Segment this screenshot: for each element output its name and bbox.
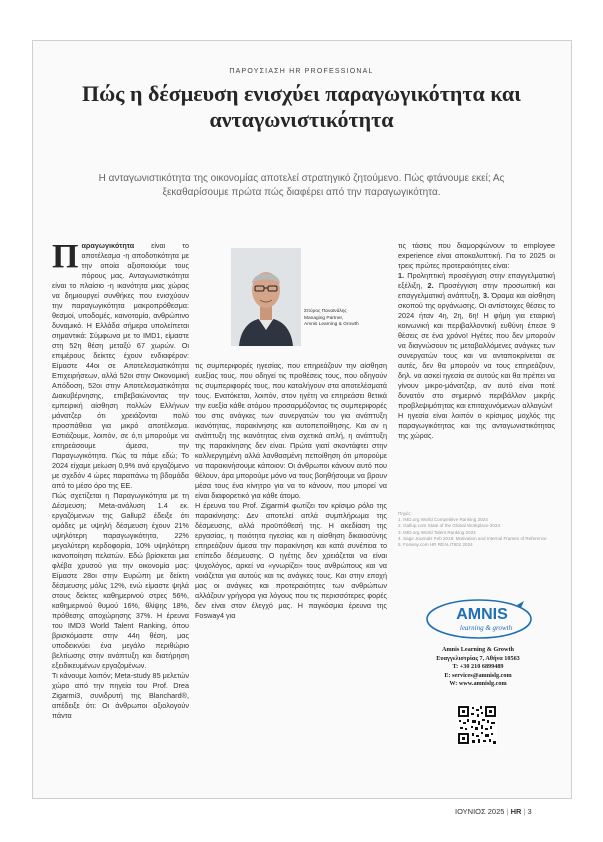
company-phone: T: +30 210 6899489 (452, 663, 504, 671)
drop-cap: Π (52, 238, 79, 275)
footer-divider: | (506, 807, 509, 816)
qr-code (457, 705, 497, 745)
person-name: Σπύρος Παναϊνάλης (304, 309, 347, 314)
paragraph-2: Πώς σχετίζεται η Παραγωγικότητα με τη Δέσμευση; Meta-ανάλυση 1.4 εκ. εργαζόμενων της Gallup2 έδειξε ότι ομάδες με υψηλή δέσμευση έχουν 21% υψηλότερη παραγωγικότητα, 22% μεγαλύτερη κερδοφορία, 10% υψηλότερη ικανοποίηση πελατών. Εδώ βρίσκεται μια φλέβα χρυσού για την οικονομία μας: Είμαστε 28οι στην Ευρώπη με δείκτη δέσμευσης μόλις 12%, ενώ είμαστε ψηλά στους δείκτες καθημερινού στρες 56%, καθημερινού θυμού 16%, θλίψης 18%, πρόθεσης αποχώρησης 37%. Η έρευνα του IMD3 World Talent Ranking, όπου βρισκόμαστε στην 44η θέση, μας υποδεικνύει ένα μεγάλο περιθώριο βελτίωσης στην ανάπτυξη και διατήρηση εξειδικευμένων εργαζομένων. (52, 491, 189, 670)
source-item: 5. Fosway.com HR REALITIES 2024 (398, 542, 473, 548)
qr-code-graphic (457, 705, 497, 745)
person-role: Managing Partner, (304, 315, 344, 321)
sources-list (398, 511, 558, 548)
sources-heading: Πηγές: (398, 511, 412, 516)
portrait-illustration (231, 248, 301, 346)
paragraph-7: Η ηγεσία είναι λοιπόν ο κρίσιμος μοχλός της παραγωγικότητας και της ανταγωνιστικότητας της χώρας. (398, 411, 555, 440)
article-title: Πώς η δέσμευση ενισχύει παραγωγικότητα και ανταγωνιστικότητα (81, 81, 521, 132)
company-contact (398, 646, 558, 689)
item-number-1: 1. (398, 271, 405, 280)
article-lead: Η ανταγωνιστικότητα της οικονομίας αποτελεί στρατηγικό ζητούμενο. Πώς φτάνουμε εκεί; Ας ξεκαθαρίσουμε πρώτα πώς διαφέρει από την παραγωγικότητα. (98, 173, 505, 198)
item-number-3: 3. (483, 291, 490, 300)
photo-caption (304, 309, 396, 329)
source-item: 4. Sage Journals Feb 2018: Motivation and Internal Frames of Reference (398, 535, 547, 541)
company-address: Ευαγγελιστρίας 7, Αθήνα 10563 (436, 654, 520, 662)
article-column-3 (398, 241, 555, 441)
paragraph-4: τις συμπεριφορές ηγεσίας, που επηρεάζουν την αίσθηση ευεξίας τους, που οδηγεί τις προθέσεις τους, που οδηγούν τις συμπεριφορές τους, που καταλήγουν στα αποτελέσματά τους. Ενατόκεται, λοιπόν, στον ηγέτη να επηρεάσει θετικά την ευεξία κάθε ατόμου προσαρμόζοντας τις συμπεριφορές του στις ανάγκες των συνεργατών του για ανάπτυξη ικανότητας, παρακίνησης και αυτοπεποίθησης. Και αν η ανάπτυξη της ικανότητας είναι σχετικά απλή, η ανάπτυξη της παρακίνησης δεν είναι. Πρώτα γιατί σκοντάφτει στην καλλιεργημένη αλλά λανθασμένη πεποίθηση ότι μπορούμε να παρακινήσουμε κάποιον: Οι άνθρωποι κάνουν αυτό που θέλουν, άρα μπορούμε μόνο να τους βοηθήσουμε να βρουν μέσα τους ένα κίνητρο για να το κάνουν, που μπορεί να είναι διαφορετικό για κάθε άτομο. (195, 361, 387, 500)
amnis-logo-mark (420, 597, 538, 641)
page-footer (455, 807, 532, 816)
paragraph-6: τις τάσεις που διαμορφώνουν το employee experience είναι αποκαλυπτική. Για το 2025 οι τρεις πρώτες προτεραιότητες είναι: (398, 241, 555, 270)
lead-word: αραγωγικότητα (81, 241, 135, 250)
amnis-logo (420, 597, 538, 641)
issue-date: ΙΟΥΝΙΟΣ 2025 (455, 807, 505, 816)
logo-tagline: learning & growth (459, 624, 513, 632)
item-2: Προσέγγιση στην προσωπική και επαγγελματική ανάπτυξη, (398, 281, 555, 300)
priorities-list (398, 271, 555, 411)
footer-divider: | (523, 807, 526, 816)
source-item: 1. IMD.org World Competitive Ranking 2024 (398, 517, 488, 523)
article-column-2 (195, 361, 387, 621)
paragraph-1-text: είναι το αποτέλεσμα -η αποδοτικότητα με την οποία αξιοποιούμε τους πόρους μας. Ανταγωνιστικότητα είναι το πλαίσιο -η ικανότητα μιας χώρας να δημιουργεί συνθήκες που ενισχύουν την παραγωγικότητα μακροπρόθεσμα: θεσμοί, υποδομές, καινοτομία, ανθρώπινο δυναμικό. Η Ελλάδα σήμερα υπολείπεται σημαντικά: Σύμφωνα με το IMD1, είμαστε στη 52η θέση μεταξύ 67 χωρών. Οι επιμέρους δείκτες έχουν ενδιαφέρον: Είμαστε 44οι σε Αποτελεσματικότητα Επιχειρήσεων, αλλά 52οι στην Οικονομική Απόδοση, 52οι στην Αποτελεσματικότητα Διακυβέρνησης, επιβεβαιώνοντας την εμπειρική αίσθηση πολλών Ελλήνων μάνατζερ ότι χρειάζονται πολύ προσπάθεια για μικρό αποτέλεσμα. Εστιάζουμε, λοιπόν, σε ό,τι μπορούμε να επηρεάσουμε άμεσα, την Παραγωγικότητα. Πώς τα πάμε εδώ; Το 2024 είχαμε μείωση 0,9% ανά εργαζόμενο με σχεδόν 4 ώρες παραπάνω τη βδομάδα από το μέσο όρο της ΕΕ. (52, 241, 189, 490)
magazine-name: HR (510, 807, 522, 816)
article-kicker: ΠΑΡΟΥΣΙΑΣΗ HR PROFESSIONAL (229, 68, 374, 75)
author-photo (231, 248, 301, 346)
paragraph-5: Η έρευνα του Prof. Zigarmi4 φωτίζει τον κρίσιμο ρόλο της παρακίνησης: Δεν αποτελεί απλά συμπλήρωμα της δέσμευσης, αλλά προϋπόθεσή της. Η ακεδίαση της εργασίας, η ποιότητα ηγεσίας και η αίσθηση δικαιοσύνης επηρεάζουν άμεσα την παρακίνηση και κατά συνέπεια το επίπεδο δέσμευσης. Ο ηγέτης δεν χρειάζεται να είναι ψυχολόγος, αρκεί να «γνωρίζει» τους ανθρώπους και να νοιάζεται για αυτούς και τις ανάγκες τους. Και στην εποχή μας οι ανάγκες και προτεραιότητες των ανθρώπων αλλάζουν γρήγορα για λόγους που τις περισσότερες φορές δεν είναι στον έλεγχό μας. Η παγκόσμια έρευνα της Fosway4 για (195, 501, 387, 620)
company-name: Amnis Learning & Growth (442, 646, 514, 653)
page-number: 3 (527, 807, 532, 816)
person-company: Amnis Learning & Growth (304, 322, 359, 327)
item-1: Προληπτική προσέγγιση στην επαγγελματική εξέλιξη, (398, 271, 555, 290)
paragraph-3: Τι κάνουμε λοιπόν; Meta-study 85 μελετών χώρο από την πηγεία του Prof. Drea Zigarmi3, συνιδρυτή της Blanchard®, απέδειξε ότι: Οι άνθρωποι αξιολογούν πάντα (52, 671, 189, 720)
source-item: 3. IMD.org World Talent Ranking 2024 (398, 529, 476, 535)
logo-word: AMNIS (456, 606, 508, 623)
item-number-2: 2. (427, 281, 434, 290)
article-column-1 (52, 238, 189, 721)
paragraph-1 (52, 238, 189, 491)
item-3: Όραμα και αίσθηση σκοπού της οργάνωσης. Οι αντίστοιχες θέσεις το 2024 ήταν 4η, 2η, 6η! Η φήμη για εταιρική κοινωνική και περιβαλλοντική ευθύνη έπεσε 9 θέσεις σε ένα χρόνο! Ηγέτες που δεν μπορούν να διαγνώσουν τις μεταβαλλόμενες ανάγκες των συνεργατών τους και να ανταποκρίνεται σε αυτές, δεν θα μπορούν να τους επηρεάζουν, δηλ. να ασκεί ηγεσία σε αυτούς και θα πρέπει να γίνουν μικρο-μάνατζερ, αν αυτό είναι ποτέ δυνατόν στο σημερινό περιβάλλον μικρής προβλεψιμότητας και επιταχυνόμενων αλλαγών! (398, 291, 556, 410)
source-item: 2. Gallup.com State of the Global Workplace 2024 (398, 523, 501, 529)
company-web: W: www.amnislg.com (449, 680, 507, 688)
company-email: E: services@amnislg.com (444, 671, 512, 679)
